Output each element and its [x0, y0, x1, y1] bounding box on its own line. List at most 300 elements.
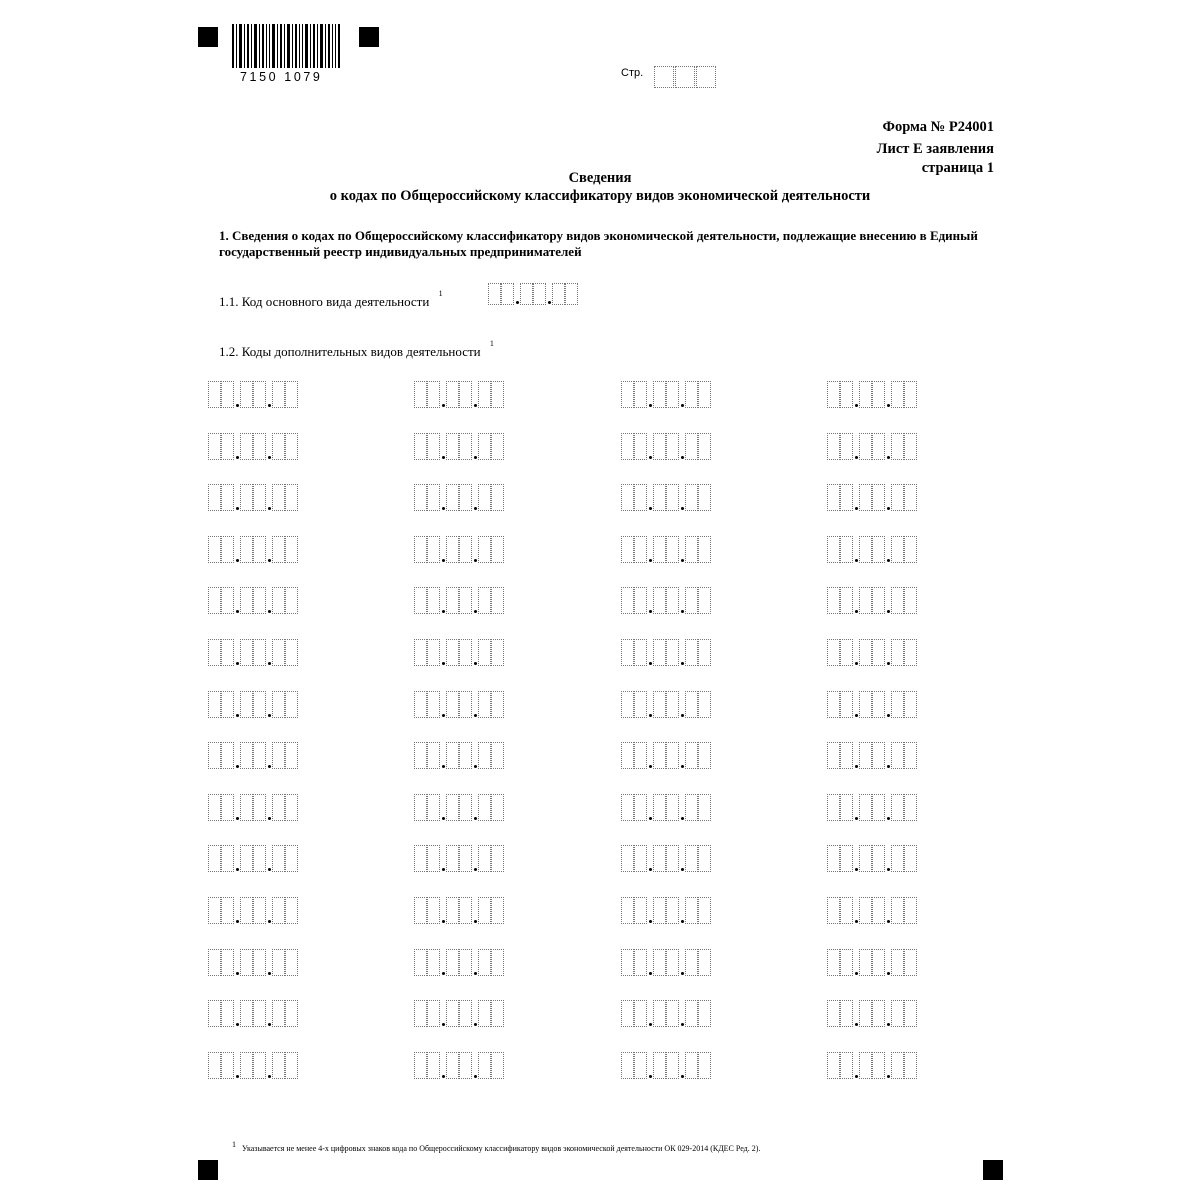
additional-activity-code-digit-cell[interactable] [653, 742, 666, 769]
additional-activity-code-digit-cell[interactable] [240, 639, 253, 666]
main-activity-code-digit-cell[interactable] [533, 283, 546, 305]
additional-activity-code-digit-cell[interactable] [634, 845, 647, 872]
additional-activity-code-digit-cell[interactable] [666, 1052, 679, 1079]
additional-activity-code-digit-cell[interactable] [253, 897, 266, 924]
additional-activity-code-digit-cell[interactable] [478, 1052, 491, 1079]
additional-activity-code-digit-cell[interactable] [253, 433, 266, 460]
additional-activity-code-digit-cell[interactable] [446, 845, 459, 872]
additional-activity-code-digit-cell[interactable] [240, 587, 253, 614]
additional-activity-code-digit-cell[interactable] [859, 845, 872, 872]
additional-activity-code-digit-cell[interactable] [840, 1000, 853, 1027]
additional-activity-code-digit-cell[interactable] [491, 639, 504, 666]
additional-activity-code-digit-cell[interactable] [221, 1052, 234, 1079]
additional-activity-code-digit-cell[interactable] [621, 949, 634, 976]
additional-activity-code-digit-cell[interactable] [414, 587, 427, 614]
additional-activity-code-digit-cell[interactable] [272, 484, 285, 511]
additional-activity-code-digit-cell[interactable] [427, 1000, 440, 1027]
additional-activity-code-digit-cell[interactable] [891, 433, 904, 460]
additional-activity-code-digit-cell[interactable] [414, 691, 427, 718]
additional-activity-code-digit-cell[interactable] [634, 587, 647, 614]
additional-activity-code-digit-cell[interactable] [253, 1000, 266, 1027]
additional-activity-code-digit-cell[interactable] [446, 381, 459, 408]
additional-activity-code-digit-cell[interactable] [459, 845, 472, 872]
additional-activity-code-digit-cell[interactable] [859, 691, 872, 718]
additional-activity-code-digit-cell[interactable] [459, 691, 472, 718]
additional-activity-code-digit-cell[interactable] [459, 381, 472, 408]
additional-activity-code-digit-cell[interactable] [859, 1052, 872, 1079]
additional-activity-code-digit-cell[interactable] [478, 587, 491, 614]
additional-activity-code-digit-cell[interactable] [840, 381, 853, 408]
additional-activity-code-digit-cell[interactable] [253, 691, 266, 718]
additional-activity-code-digit-cell[interactable] [634, 484, 647, 511]
additional-activity-code-digit-cell[interactable] [685, 433, 698, 460]
additional-activity-code-digit-cell[interactable] [285, 742, 298, 769]
additional-activity-code-digit-cell[interactable] [904, 742, 917, 769]
additional-activity-code-digit-cell[interactable] [840, 949, 853, 976]
additional-activity-code-digit-cell[interactable] [859, 794, 872, 821]
additional-activity-code-digit-cell[interactable] [685, 691, 698, 718]
additional-activity-code-digit-cell[interactable] [208, 639, 221, 666]
additional-activity-code-digit-cell[interactable] [666, 794, 679, 821]
additional-activity-code-digit-cell[interactable] [272, 949, 285, 976]
additional-activity-code-digit-cell[interactable] [446, 1052, 459, 1079]
additional-activity-code-digit-cell[interactable] [208, 381, 221, 408]
additional-activity-code-digit-cell[interactable] [840, 639, 853, 666]
additional-activity-code-digit-cell[interactable] [872, 381, 885, 408]
additional-activity-code-digit-cell[interactable] [221, 639, 234, 666]
additional-activity-code-digit-cell[interactable] [491, 536, 504, 563]
additional-activity-code-digit-cell[interactable] [859, 949, 872, 976]
additional-activity-code-digit-cell[interactable] [446, 433, 459, 460]
additional-activity-code-digit-cell[interactable] [872, 897, 885, 924]
additional-activity-code-digit-cell[interactable] [621, 897, 634, 924]
additional-activity-code-digit-cell[interactable] [904, 845, 917, 872]
additional-activity-code-digit-cell[interactable] [904, 1052, 917, 1079]
additional-activity-code-digit-cell[interactable] [891, 536, 904, 563]
additional-activity-code-digit-cell[interactable] [698, 691, 711, 718]
additional-activity-code-digit-cell[interactable] [859, 639, 872, 666]
additional-activity-code-digit-cell[interactable] [221, 1000, 234, 1027]
additional-activity-code-digit-cell[interactable] [685, 381, 698, 408]
additional-activity-code-digit-cell[interactable] [414, 742, 427, 769]
additional-activity-code-digit-cell[interactable] [666, 536, 679, 563]
additional-activity-code-digit-cell[interactable] [272, 536, 285, 563]
additional-activity-code-digit-cell[interactable] [459, 433, 472, 460]
additional-activity-code-digit-cell[interactable] [427, 484, 440, 511]
additional-activity-code-digit-cell[interactable] [427, 691, 440, 718]
additional-activity-code-digit-cell[interactable] [827, 949, 840, 976]
additional-activity-code-digit-cell[interactable] [666, 639, 679, 666]
additional-activity-code-digit-cell[interactable] [208, 897, 221, 924]
additional-activity-code-digit-cell[interactable] [414, 794, 427, 821]
additional-activity-code-digit-cell[interactable] [685, 949, 698, 976]
additional-activity-code-digit-cell[interactable] [240, 742, 253, 769]
additional-activity-code-digit-cell[interactable] [221, 845, 234, 872]
additional-activity-code-digit-cell[interactable] [414, 381, 427, 408]
additional-activity-code-digit-cell[interactable] [221, 484, 234, 511]
additional-activity-code-digit-cell[interactable] [446, 484, 459, 511]
additional-activity-code-digit-cell[interactable] [685, 1000, 698, 1027]
additional-activity-code-digit-cell[interactable] [891, 949, 904, 976]
main-activity-code-digit-cell[interactable] [552, 283, 565, 305]
main-activity-code-digit-cell[interactable] [565, 283, 578, 305]
additional-activity-code-digit-cell[interactable] [427, 587, 440, 614]
additional-activity-code-digit-cell[interactable] [208, 1000, 221, 1027]
additional-activity-code-digit-cell[interactable] [859, 587, 872, 614]
additional-activity-code-digit-cell[interactable] [208, 949, 221, 976]
additional-activity-code-digit-cell[interactable] [840, 484, 853, 511]
additional-activity-code-digit-cell[interactable] [872, 794, 885, 821]
additional-activity-code-digit-cell[interactable] [698, 536, 711, 563]
additional-activity-code-digit-cell[interactable] [891, 484, 904, 511]
additional-activity-code-digit-cell[interactable] [634, 949, 647, 976]
additional-activity-code-digit-cell[interactable] [872, 691, 885, 718]
additional-activity-code-digit-cell[interactable] [685, 845, 698, 872]
additional-activity-code-digit-cell[interactable] [272, 639, 285, 666]
additional-activity-code-digit-cell[interactable] [634, 691, 647, 718]
additional-activity-code-digit-cell[interactable] [872, 433, 885, 460]
additional-activity-code-digit-cell[interactable] [666, 845, 679, 872]
additional-activity-code-digit-cell[interactable] [891, 1000, 904, 1027]
additional-activity-code-digit-cell[interactable] [478, 794, 491, 821]
additional-activity-code-digit-cell[interactable] [491, 897, 504, 924]
additional-activity-code-digit-cell[interactable] [653, 484, 666, 511]
additional-activity-code-digit-cell[interactable] [653, 1000, 666, 1027]
additional-activity-code-digit-cell[interactable] [285, 1052, 298, 1079]
additional-activity-code-digit-cell[interactable] [272, 794, 285, 821]
additional-activity-code-digit-cell[interactable] [653, 794, 666, 821]
additional-activity-code-digit-cell[interactable] [653, 691, 666, 718]
additional-activity-code-digit-cell[interactable] [491, 949, 504, 976]
additional-activity-code-digit-cell[interactable] [285, 691, 298, 718]
additional-activity-code-digit-cell[interactable] [685, 897, 698, 924]
additional-activity-code-digit-cell[interactable] [253, 484, 266, 511]
additional-activity-code-digit-cell[interactable] [653, 433, 666, 460]
additional-activity-code-digit-cell[interactable] [491, 433, 504, 460]
additional-activity-code-digit-cell[interactable] [491, 484, 504, 511]
additional-activity-code-digit-cell[interactable] [240, 1052, 253, 1079]
additional-activity-code-digit-cell[interactable] [478, 949, 491, 976]
additional-activity-code-digit-cell[interactable] [621, 1000, 634, 1027]
additional-activity-code-digit-cell[interactable] [208, 691, 221, 718]
additional-activity-code-digit-cell[interactable] [621, 691, 634, 718]
additional-activity-code-digit-cell[interactable] [253, 639, 266, 666]
additional-activity-code-digit-cell[interactable] [427, 433, 440, 460]
additional-activity-code-digit-cell[interactable] [272, 742, 285, 769]
additional-activity-code-digit-cell[interactable] [240, 794, 253, 821]
additional-activity-code-digit-cell[interactable] [698, 1000, 711, 1027]
additional-activity-code-digit-cell[interactable] [840, 742, 853, 769]
additional-activity-code-digit-cell[interactable] [634, 433, 647, 460]
additional-activity-code-digit-cell[interactable] [685, 587, 698, 614]
additional-activity-code-digit-cell[interactable] [621, 1052, 634, 1079]
additional-activity-code-digit-cell[interactable] [891, 794, 904, 821]
additional-activity-code-digit-cell[interactable] [208, 587, 221, 614]
additional-activity-code-digit-cell[interactable] [653, 845, 666, 872]
additional-activity-code-digit-cell[interactable] [459, 897, 472, 924]
additional-activity-code-digit-cell[interactable] [872, 484, 885, 511]
additional-activity-code-digit-cell[interactable] [621, 433, 634, 460]
additional-activity-code-digit-cell[interactable] [208, 484, 221, 511]
additional-activity-code-digit-cell[interactable] [904, 639, 917, 666]
additional-activity-code-digit-cell[interactable] [891, 845, 904, 872]
additional-activity-code-digit-cell[interactable] [414, 639, 427, 666]
additional-activity-code-digit-cell[interactable] [827, 1000, 840, 1027]
additional-activity-code-digit-cell[interactable] [446, 794, 459, 821]
additional-activity-code-digit-cell[interactable] [904, 897, 917, 924]
additional-activity-code-digit-cell[interactable] [634, 381, 647, 408]
additional-activity-code-digit-cell[interactable] [827, 484, 840, 511]
additional-activity-code-digit-cell[interactable] [859, 1000, 872, 1027]
additional-activity-code-digit-cell[interactable] [698, 381, 711, 408]
additional-activity-code-digit-cell[interactable] [491, 794, 504, 821]
additional-activity-code-digit-cell[interactable] [827, 794, 840, 821]
additional-activity-code-digit-cell[interactable] [666, 1000, 679, 1027]
additional-activity-code-digit-cell[interactable] [272, 433, 285, 460]
additional-activity-code-digit-cell[interactable] [285, 897, 298, 924]
additional-activity-code-digit-cell[interactable] [240, 949, 253, 976]
additional-activity-code-digit-cell[interactable] [285, 639, 298, 666]
additional-activity-code-digit-cell[interactable] [666, 587, 679, 614]
additional-activity-code-digit-cell[interactable] [446, 897, 459, 924]
additional-activity-code-digit-cell[interactable] [840, 845, 853, 872]
additional-activity-code-digit-cell[interactable] [446, 691, 459, 718]
additional-activity-code-digit-cell[interactable] [840, 897, 853, 924]
additional-activity-code-digit-cell[interactable] [427, 897, 440, 924]
additional-activity-code-digit-cell[interactable] [827, 897, 840, 924]
additional-activity-code-digit-cell[interactable] [478, 639, 491, 666]
additional-activity-code-digit-cell[interactable] [634, 1000, 647, 1027]
additional-activity-code-digit-cell[interactable] [221, 949, 234, 976]
additional-activity-code-digit-cell[interactable] [666, 381, 679, 408]
additional-activity-code-digit-cell[interactable] [634, 639, 647, 666]
additional-activity-code-digit-cell[interactable] [253, 536, 266, 563]
main-activity-code-digit-cell[interactable] [501, 283, 514, 305]
additional-activity-code-digit-cell[interactable] [891, 691, 904, 718]
additional-activity-code-digit-cell[interactable] [414, 1000, 427, 1027]
additional-activity-code-digit-cell[interactable] [634, 897, 647, 924]
additional-activity-code-digit-cell[interactable] [427, 536, 440, 563]
additional-activity-code-digit-cell[interactable] [491, 1000, 504, 1027]
additional-activity-code-digit-cell[interactable] [272, 1052, 285, 1079]
additional-activity-code-digit-cell[interactable] [253, 742, 266, 769]
additional-activity-code-digit-cell[interactable] [272, 691, 285, 718]
additional-activity-code-digit-cell[interactable] [698, 845, 711, 872]
additional-activity-code-digit-cell[interactable] [427, 742, 440, 769]
additional-activity-code-digit-cell[interactable] [221, 536, 234, 563]
additional-activity-code-digit-cell[interactable] [285, 587, 298, 614]
additional-activity-code-digit-cell[interactable] [891, 639, 904, 666]
additional-activity-code-digit-cell[interactable] [827, 691, 840, 718]
page-number-cell-3[interactable] [696, 66, 716, 88]
additional-activity-code-digit-cell[interactable] [285, 794, 298, 821]
additional-activity-code-digit-cell[interactable] [840, 1052, 853, 1079]
additional-activity-code-digit-cell[interactable] [698, 1052, 711, 1079]
additional-activity-code-digit-cell[interactable] [666, 484, 679, 511]
additional-activity-code-digit-cell[interactable] [459, 1000, 472, 1027]
additional-activity-code-digit-cell[interactable] [459, 1052, 472, 1079]
additional-activity-code-digit-cell[interactable] [208, 536, 221, 563]
additional-activity-code-digit-cell[interactable] [478, 897, 491, 924]
additional-activity-code-digit-cell[interactable] [904, 691, 917, 718]
additional-activity-code-digit-cell[interactable] [221, 587, 234, 614]
additional-activity-code-digit-cell[interactable] [621, 639, 634, 666]
additional-activity-code-digit-cell[interactable] [491, 691, 504, 718]
additional-activity-code-digit-cell[interactable] [208, 433, 221, 460]
additional-activity-code-digit-cell[interactable] [240, 897, 253, 924]
additional-activity-code-digit-cell[interactable] [872, 1000, 885, 1027]
additional-activity-code-digit-cell[interactable] [491, 1052, 504, 1079]
additional-activity-code-digit-cell[interactable] [840, 691, 853, 718]
additional-activity-code-digit-cell[interactable] [859, 484, 872, 511]
additional-activity-code-digit-cell[interactable] [653, 897, 666, 924]
additional-activity-code-digit-cell[interactable] [872, 639, 885, 666]
additional-activity-code-digit-cell[interactable] [240, 433, 253, 460]
additional-activity-code-digit-cell[interactable] [478, 742, 491, 769]
additional-activity-code-digit-cell[interactable] [446, 742, 459, 769]
additional-activity-code-digit-cell[interactable] [904, 587, 917, 614]
additional-activity-code-digit-cell[interactable] [891, 742, 904, 769]
additional-activity-code-digit-cell[interactable] [840, 587, 853, 614]
additional-activity-code-digit-cell[interactable] [285, 381, 298, 408]
additional-activity-code-digit-cell[interactable] [427, 949, 440, 976]
additional-activity-code-digit-cell[interactable] [653, 1052, 666, 1079]
additional-activity-code-digit-cell[interactable] [653, 949, 666, 976]
additional-activity-code-digit-cell[interactable] [240, 1000, 253, 1027]
additional-activity-code-digit-cell[interactable] [698, 794, 711, 821]
additional-activity-code-digit-cell[interactable] [666, 949, 679, 976]
additional-activity-code-digit-cell[interactable] [285, 433, 298, 460]
additional-activity-code-digit-cell[interactable] [285, 949, 298, 976]
additional-activity-code-digit-cell[interactable] [685, 794, 698, 821]
additional-activity-code-digit-cell[interactable] [208, 845, 221, 872]
additional-activity-code-digit-cell[interactable] [240, 381, 253, 408]
additional-activity-code-digit-cell[interactable] [414, 949, 427, 976]
additional-activity-code-digit-cell[interactable] [872, 949, 885, 976]
additional-activity-code-digit-cell[interactable] [446, 536, 459, 563]
additional-activity-code-digit-cell[interactable] [459, 639, 472, 666]
additional-activity-code-digit-cell[interactable] [253, 587, 266, 614]
additional-activity-code-digit-cell[interactable] [491, 381, 504, 408]
additional-activity-code-digit-cell[interactable] [414, 1052, 427, 1079]
additional-activity-code-digit-cell[interactable] [414, 433, 427, 460]
additional-activity-code-digit-cell[interactable] [904, 381, 917, 408]
additional-activity-code-digit-cell[interactable] [478, 536, 491, 563]
additional-activity-code-digit-cell[interactable] [285, 1000, 298, 1027]
additional-activity-code-digit-cell[interactable] [253, 794, 266, 821]
additional-activity-code-digit-cell[interactable] [427, 1052, 440, 1079]
additional-activity-code-digit-cell[interactable] [685, 742, 698, 769]
additional-activity-code-digit-cell[interactable] [859, 742, 872, 769]
additional-activity-code-digit-cell[interactable] [240, 536, 253, 563]
additional-activity-code-digit-cell[interactable] [904, 794, 917, 821]
additional-activity-code-digit-cell[interactable] [285, 536, 298, 563]
additional-activity-code-digit-cell[interactable] [685, 639, 698, 666]
additional-activity-code-digit-cell[interactable] [666, 433, 679, 460]
additional-activity-code-digit-cell[interactable] [272, 587, 285, 614]
additional-activity-code-digit-cell[interactable] [414, 845, 427, 872]
main-activity-code-digit-cell[interactable] [520, 283, 533, 305]
additional-activity-code-digit-cell[interactable] [840, 433, 853, 460]
additional-activity-code-digit-cell[interactable] [478, 381, 491, 408]
additional-activity-code-digit-cell[interactable] [459, 742, 472, 769]
additional-activity-code-digit-cell[interactable] [685, 536, 698, 563]
additional-activity-code-digit-cell[interactable] [414, 897, 427, 924]
additional-activity-code-digit-cell[interactable] [840, 536, 853, 563]
additional-activity-code-digit-cell[interactable] [427, 381, 440, 408]
additional-activity-code-digit-cell[interactable] [621, 742, 634, 769]
additional-activity-code-digit-cell[interactable] [666, 897, 679, 924]
additional-activity-code-digit-cell[interactable] [272, 1000, 285, 1027]
additional-activity-code-digit-cell[interactable] [478, 845, 491, 872]
additional-activity-code-digit-cell[interactable] [414, 484, 427, 511]
additional-activity-code-digit-cell[interactable] [827, 587, 840, 614]
additional-activity-code-digit-cell[interactable] [208, 742, 221, 769]
additional-activity-code-digit-cell[interactable] [253, 845, 266, 872]
additional-activity-code-digit-cell[interactable] [240, 845, 253, 872]
additional-activity-code-digit-cell[interactable] [272, 845, 285, 872]
additional-activity-code-digit-cell[interactable] [872, 845, 885, 872]
page-number-cell-2[interactable] [675, 66, 695, 88]
additional-activity-code-digit-cell[interactable] [634, 1052, 647, 1079]
additional-activity-code-digit-cell[interactable] [859, 897, 872, 924]
additional-activity-code-digit-cell[interactable] [698, 949, 711, 976]
additional-activity-code-digit-cell[interactable] [478, 1000, 491, 1027]
additional-activity-code-digit-cell[interactable] [621, 794, 634, 821]
page-number-cell-1[interactable] [654, 66, 674, 88]
additional-activity-code-digit-cell[interactable] [208, 794, 221, 821]
additional-activity-code-digit-cell[interactable] [891, 897, 904, 924]
additional-activity-code-digit-cell[interactable] [872, 1052, 885, 1079]
additional-activity-code-digit-cell[interactable] [891, 381, 904, 408]
additional-activity-code-digit-cell[interactable] [272, 897, 285, 924]
additional-activity-code-digit-cell[interactable] [827, 381, 840, 408]
additional-activity-code-digit-cell[interactable] [221, 433, 234, 460]
additional-activity-code-digit-cell[interactable] [285, 484, 298, 511]
additional-activity-code-digit-cell[interactable] [459, 949, 472, 976]
additional-activity-code-digit-cell[interactable] [427, 845, 440, 872]
additional-activity-code-digit-cell[interactable] [698, 587, 711, 614]
additional-activity-code-digit-cell[interactable] [685, 484, 698, 511]
additional-activity-code-digit-cell[interactable] [221, 381, 234, 408]
additional-activity-code-digit-cell[interactable] [872, 742, 885, 769]
additional-activity-code-digit-cell[interactable] [859, 381, 872, 408]
additional-activity-code-digit-cell[interactable] [491, 845, 504, 872]
additional-activity-code-digit-cell[interactable] [459, 587, 472, 614]
main-activity-code-digit-cell[interactable] [488, 283, 501, 305]
additional-activity-code-digit-cell[interactable] [621, 381, 634, 408]
additional-activity-code-digit-cell[interactable] [240, 484, 253, 511]
additional-activity-code-digit-cell[interactable] [208, 1052, 221, 1079]
additional-activity-code-digit-cell[interactable] [446, 949, 459, 976]
additional-activity-code-digit-cell[interactable] [859, 536, 872, 563]
additional-activity-code-digit-cell[interactable] [827, 536, 840, 563]
additional-activity-code-digit-cell[interactable] [446, 587, 459, 614]
additional-activity-code-digit-cell[interactable] [446, 1000, 459, 1027]
additional-activity-code-digit-cell[interactable] [446, 639, 459, 666]
additional-activity-code-digit-cell[interactable] [221, 691, 234, 718]
additional-activity-code-digit-cell[interactable] [698, 433, 711, 460]
additional-activity-code-digit-cell[interactable] [904, 484, 917, 511]
additional-activity-code-digit-cell[interactable] [621, 845, 634, 872]
additional-activity-code-digit-cell[interactable] [478, 691, 491, 718]
additional-activity-code-digit-cell[interactable] [904, 949, 917, 976]
additional-activity-code-digit-cell[interactable] [285, 845, 298, 872]
additional-activity-code-digit-cell[interactable] [840, 794, 853, 821]
additional-activity-code-digit-cell[interactable] [872, 536, 885, 563]
additional-activity-code-digit-cell[interactable] [653, 587, 666, 614]
additional-activity-code-digit-cell[interactable] [685, 1052, 698, 1079]
